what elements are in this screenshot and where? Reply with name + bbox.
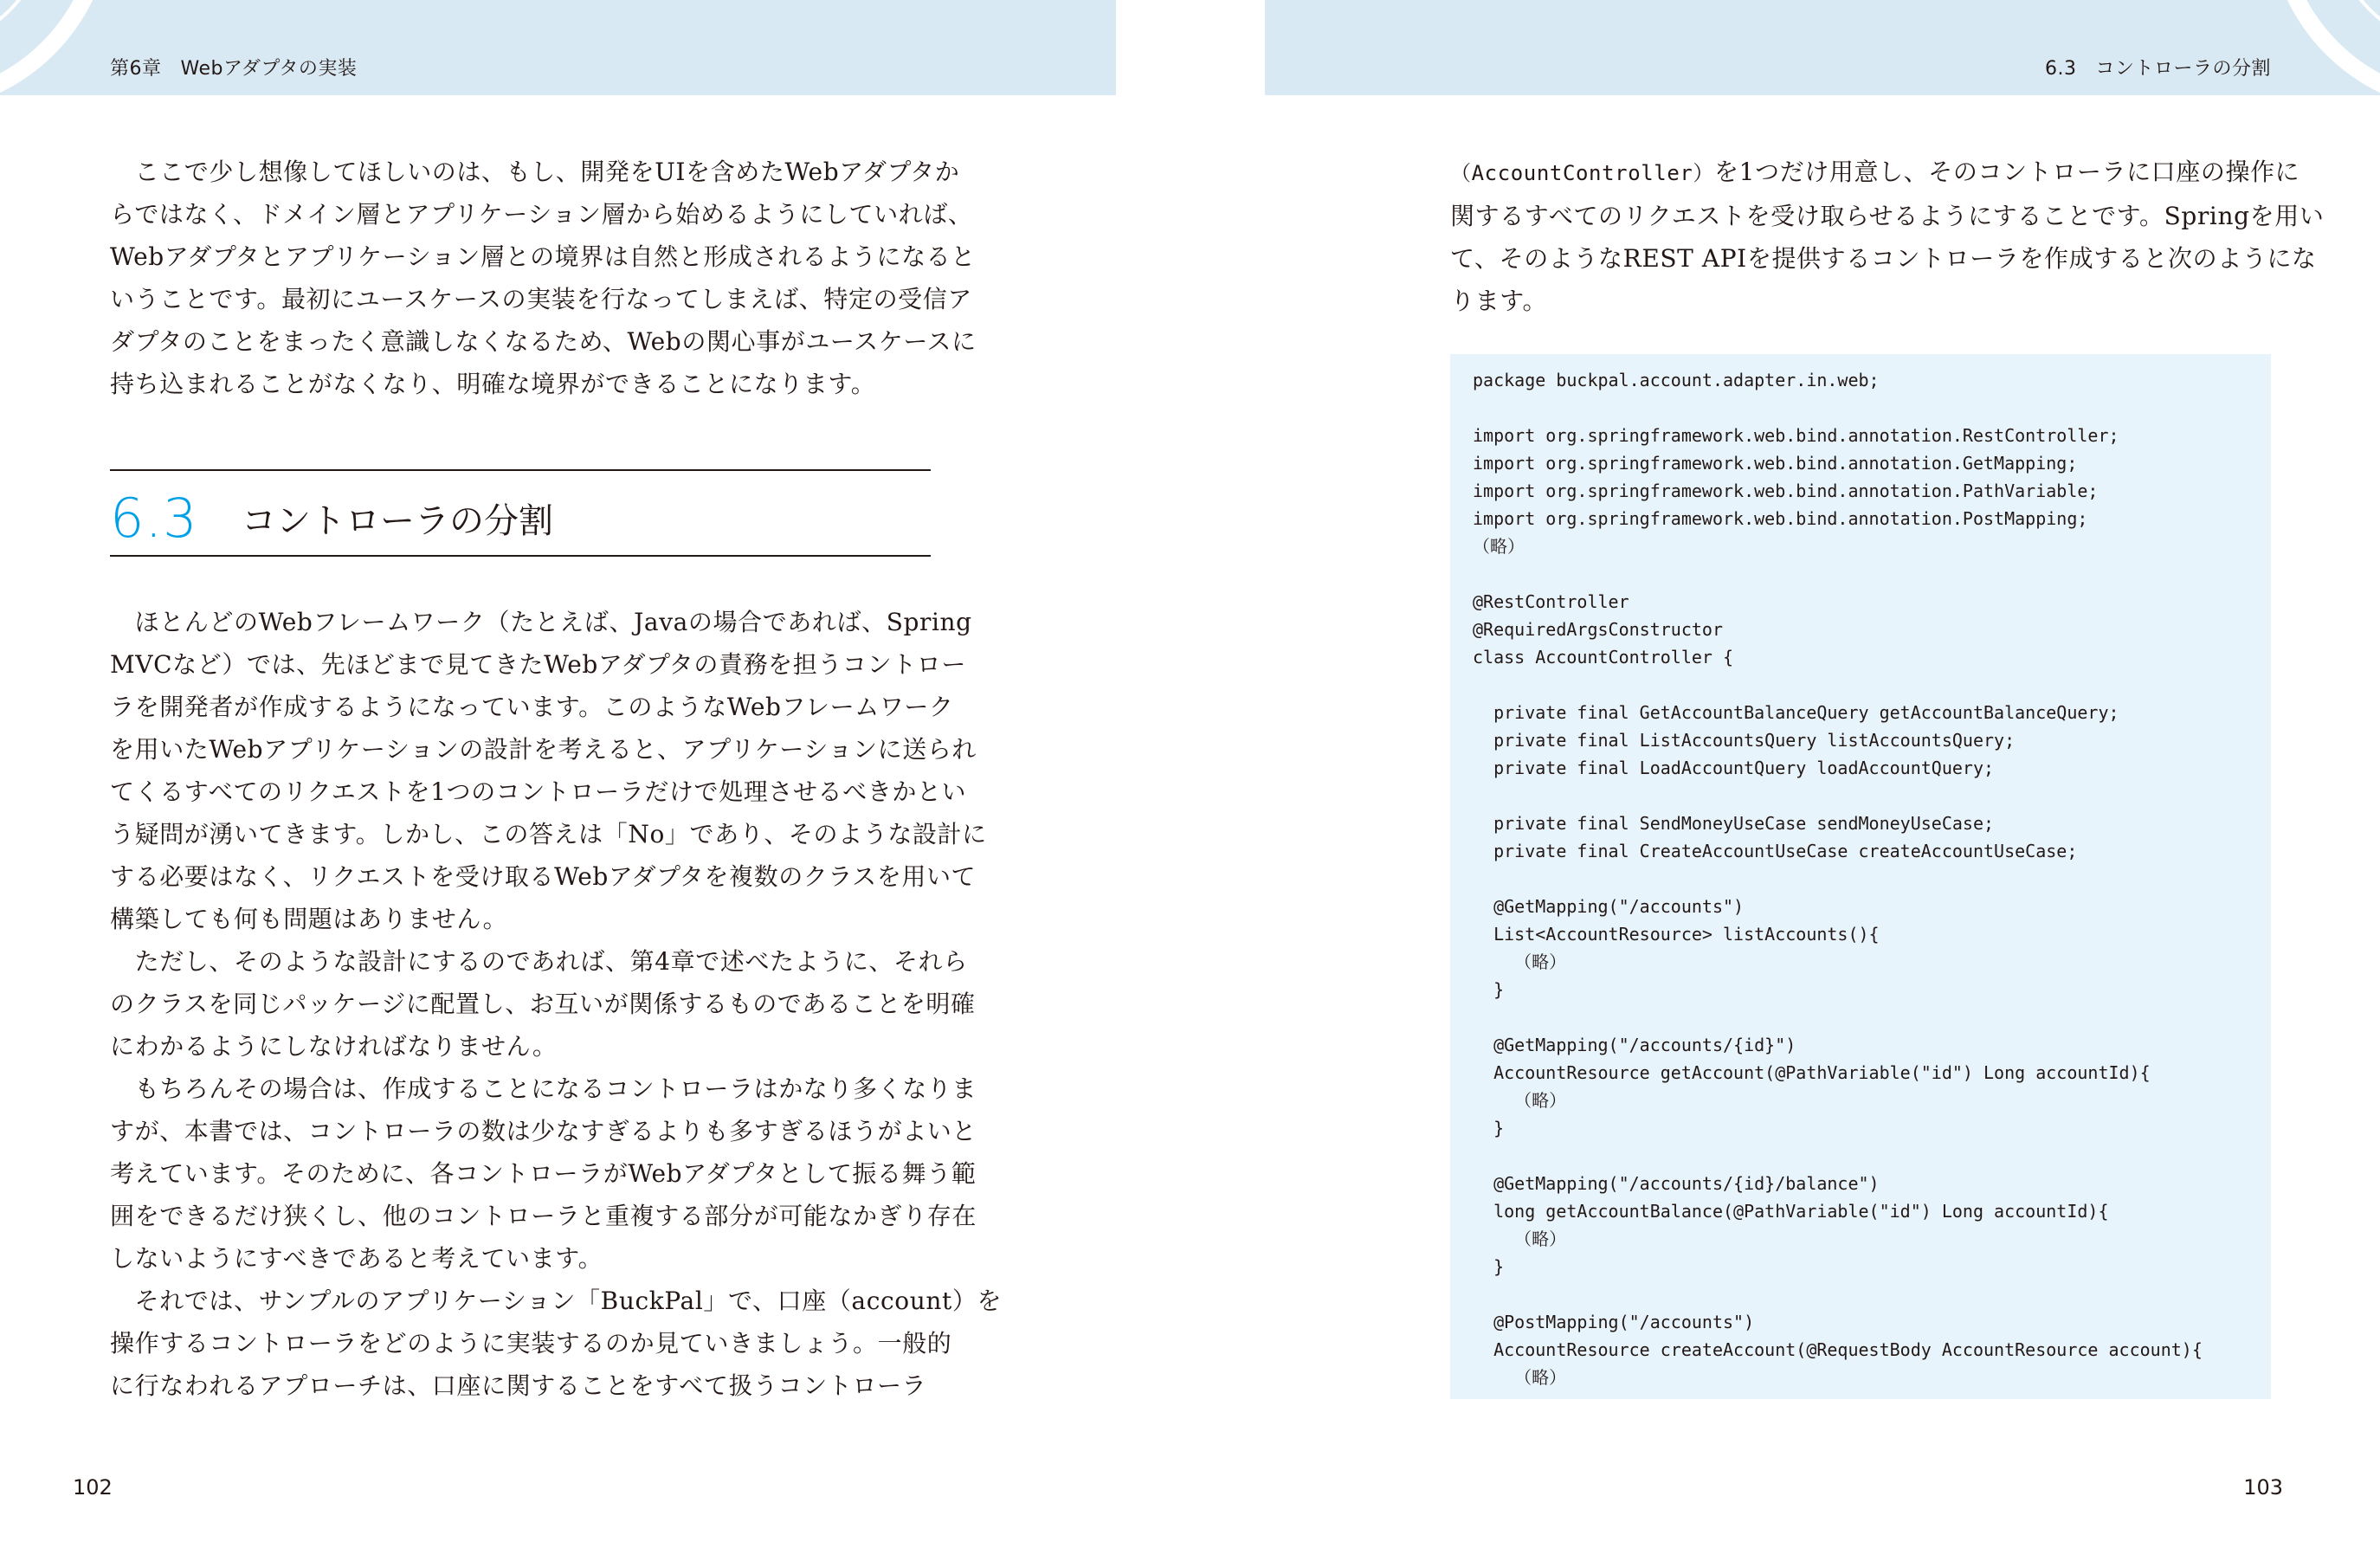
code-line bbox=[1473, 1142, 2271, 1170]
inline-code: （AccountController） bbox=[1450, 161, 1715, 185]
code-line: private final CreateAccountUseCase createAccountUseCase; bbox=[1473, 841, 2078, 861]
code-line: long getAccountBalance(@PathVariable("id") Long accountId){ bbox=[1473, 1201, 2109, 1222]
code-line bbox=[1473, 560, 2271, 588]
paragraph bbox=[110, 1280, 1003, 1407]
code-line: package buckpal.account.adapter.in.web; bbox=[1473, 370, 1880, 390]
text-line: 構築しても何も問題はありません。 bbox=[110, 905, 508, 933]
paragraph bbox=[110, 601, 987, 940]
code-line: @GetMapping("/accounts/{id}/balance") bbox=[1473, 1173, 1880, 1194]
code-line: @GetMapping("/accounts/{id}") bbox=[1473, 1035, 1796, 1055]
left-header-band bbox=[0, 0, 1116, 95]
page-number: 103 bbox=[2243, 1475, 2283, 1500]
code-line: @GetMapping("/accounts") bbox=[1473, 896, 1745, 917]
code-line: } bbox=[1473, 979, 1505, 1000]
code-line: AccountResource createAccount(@RequestBody AccountResource account){ bbox=[1473, 1339, 2203, 1360]
text-line: う疑問が湧いてきます。しかし、この答えは「No」であり、そのような設計に bbox=[110, 820, 987, 848]
decorative-arc-outer bbox=[2267, 0, 2380, 95]
text-line: 操作するコントローラをどのように実装するのか見ていきましょう。一般的 bbox=[110, 1329, 952, 1358]
code-line: import org.springframework.web.bind.annotation.RestController; bbox=[1473, 425, 2119, 446]
text-line: それでは、サンプルのアプリケーション「BuckPal」で、口座（account）を bbox=[110, 1287, 1003, 1315]
text-line: ここで少し想像してほしいのは、もし、開発をUIを含めたWebアダプタか bbox=[110, 158, 960, 186]
section-title: コントローラの分割 bbox=[242, 501, 553, 541]
decorative-arc-outer bbox=[0, 0, 113, 95]
code-line: } bbox=[1473, 1118, 1505, 1138]
code-line: import org.springframework.web.bind.annotation.GetMapping; bbox=[1473, 453, 2078, 474]
paragraph bbox=[110, 1067, 977, 1280]
text-line: ただし、そのような設計にするのであれば、第4章で述べたように、それら bbox=[110, 947, 968, 976]
text-line: いうことです。最初にユースケースの実装を行なってしまえば、特定の受信ア bbox=[110, 285, 972, 313]
code-line bbox=[1473, 865, 2271, 893]
text-line: すが、本書では、コントローラの数は少なすぎるよりも多すぎるほうがよいと bbox=[110, 1117, 977, 1145]
chapter-label: 第6章 bbox=[110, 58, 162, 80]
text-line: のクラスを同じパッケージに配置し、お互いが関係するものであることを明確 bbox=[110, 990, 976, 1018]
text-line: らではなく、ドメイン層とアプリケーション層から始めるようにしていれば、 bbox=[110, 200, 973, 229]
code-line: import org.springframework.web.bind.annotation.PostMapping; bbox=[1473, 508, 2088, 529]
running-head-section bbox=[2045, 54, 2271, 81]
text-line: ラを開発者が作成するようになっています。このようなWebフレームワーク bbox=[110, 693, 954, 721]
page-number: 102 bbox=[73, 1475, 113, 1500]
code-line: class AccountController { bbox=[1473, 647, 1734, 668]
code-line: @RequiredArgsConstructor bbox=[1473, 619, 1723, 640]
section-number: 6.3 bbox=[110, 487, 198, 550]
text-line: に行なわれるアプローチは、口座に関することをすべて扱うコントローラ bbox=[110, 1371, 927, 1400]
code-line bbox=[1473, 671, 2271, 699]
text-line: しないようにすべきであると考えています。 bbox=[110, 1244, 603, 1273]
section-running-title: コントローラの分割 bbox=[2095, 58, 2271, 80]
continuation-paragraph bbox=[1450, 151, 2325, 322]
running-head-chapter bbox=[110, 54, 357, 81]
text-line: 考えています。そのために、各コントローラがWebアダプタとして振る舞う範 bbox=[110, 1159, 977, 1188]
text-line: てくるすべてのリクエストを1つのコントローラだけで処理させるべきかとい bbox=[110, 777, 967, 806]
text-line: ほとんどのWebフレームワーク（たとえば、Javaの場合であれば、Spring bbox=[110, 608, 972, 636]
code-line: （略） bbox=[1473, 951, 1567, 972]
body-text bbox=[110, 601, 1003, 1407]
code-line bbox=[1473, 1280, 2271, 1308]
section-label: 6.3 bbox=[2044, 58, 2077, 80]
code-line: （略） bbox=[1473, 536, 1525, 557]
text-line: 持ち込まれることがなくなり、明確な境界ができることになります。 bbox=[110, 370, 876, 398]
text-fragment: を1つだけ用意し、そのコントローラに口座の操作に bbox=[1714, 158, 2300, 186]
code-listing bbox=[1450, 354, 2271, 1399]
text-line: ります。 bbox=[1450, 287, 1548, 315]
code-line: private final LoadAccountQuery loadAccountQuery; bbox=[1473, 758, 1995, 778]
code-line bbox=[1473, 394, 2271, 422]
code-line: @RestController bbox=[1473, 591, 1629, 612]
text-line: MVCなど）では、先ほどまで見てきたWebアダプタの責務を担うコントロー bbox=[110, 650, 966, 679]
text-line: 関するすべてのリクエストを受け取らせるようにすることです。Springを用い bbox=[1450, 202, 2325, 230]
code-line: private final GetAccountBalanceQuery getAccountBalanceQuery; bbox=[1473, 702, 2119, 723]
code-line: import org.springframework.web.bind.annotation.PathVariable; bbox=[1473, 481, 2099, 501]
code-line: private final ListAccountsQuery listAccountsQuery; bbox=[1473, 730, 2016, 751]
paragraph bbox=[110, 940, 976, 1067]
code-line bbox=[1473, 1003, 2271, 1031]
text-line: ダプタのことをまったく意識しなくなるため、Webの関心事がユースケースに bbox=[110, 327, 977, 356]
text-line: もちろんその場合は、作成することになるコントローラはかなり多くなりま bbox=[110, 1074, 977, 1103]
code-line: } bbox=[1473, 1256, 1505, 1277]
text-line: にわかるようにしなければなりません。 bbox=[110, 1032, 558, 1061]
text-line: て、そのようなREST APIを提供するコントローラを作成すると次のようにな bbox=[1450, 244, 2317, 273]
section-heading bbox=[110, 469, 931, 557]
right-header-band bbox=[1265, 0, 2380, 95]
intro-paragraph bbox=[110, 151, 977, 405]
text-line: Webアダプタとアプリケーション層との境界は自然と形成されるようになると bbox=[110, 242, 976, 271]
code-line: AccountResource getAccount(@PathVariable("id") Long accountId){ bbox=[1473, 1062, 2151, 1083]
code-line: private final SendMoneyUseCase sendMoneyUseCase; bbox=[1473, 813, 1995, 834]
chapter-title: Webアダプタの実装 bbox=[180, 58, 358, 80]
code-line: @PostMapping("/accounts") bbox=[1473, 1312, 1755, 1332]
text-line: 囲をできるだけ狭くし、他のコントローラと重複する部分が可能なかぎり存在 bbox=[110, 1202, 977, 1230]
code-line: List<AccountResource> listAccounts(){ bbox=[1473, 924, 1880, 945]
text-line: する必要はなく、リクエストを受け取るWebアダプタを複数のクラスを用いて bbox=[110, 862, 977, 891]
code-line bbox=[1473, 782, 2271, 809]
text-line: を用いたWebアプリケーションの設計を考えると、アプリケーションに送られ bbox=[110, 735, 977, 764]
code-line: （略） bbox=[1473, 1367, 1567, 1388]
text-line bbox=[1450, 151, 2300, 195]
code-line: （略） bbox=[1473, 1229, 1567, 1249]
code-line: （略） bbox=[1473, 1090, 1567, 1111]
